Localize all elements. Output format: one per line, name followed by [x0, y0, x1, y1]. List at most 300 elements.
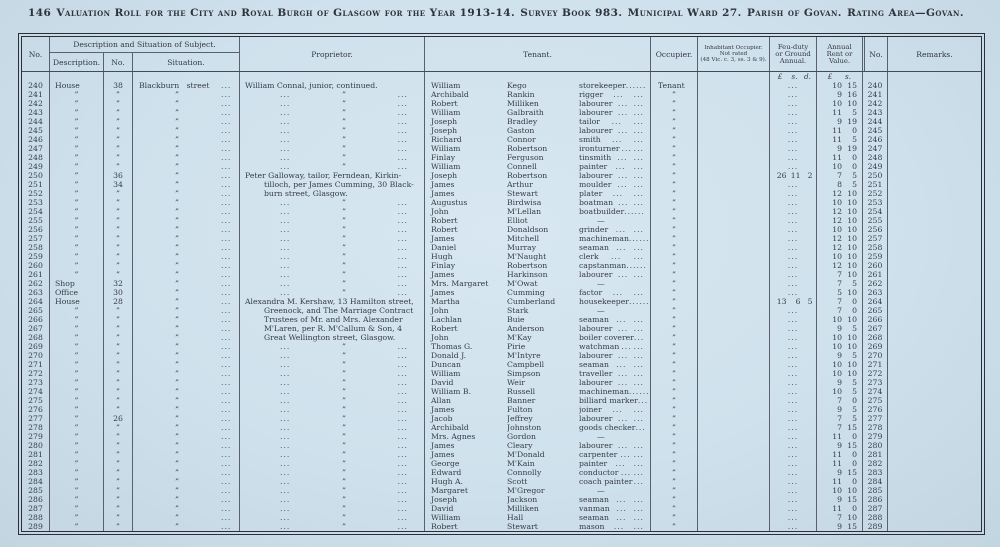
leader-dots: ...	[633, 495, 644, 504]
remarks-cell	[887, 324, 981, 333]
leader-dots: ...	[397, 423, 408, 432]
row-number-right: 286	[862, 495, 887, 504]
situation-text: ”	[175, 378, 179, 387]
annual-rent-cell	[816, 495, 862, 504]
inhabitant-occupier-cell	[697, 387, 769, 396]
tenant-occupation	[579, 225, 650, 234]
leader-dots: ...	[280, 234, 291, 243]
street-number-cell: ”	[103, 486, 132, 495]
row-number-left: 279	[28, 432, 43, 441]
row-number-right: 274	[862, 387, 887, 396]
inhabitant-occupier-cell	[697, 486, 769, 495]
situation-cell	[132, 171, 239, 180]
inhabitant-occupier-cell	[697, 189, 769, 198]
leader-dots: ...	[787, 486, 799, 495]
occupation-text: labourer	[579, 108, 613, 117]
leader-dots: ...	[221, 378, 232, 387]
leader-dots: ...	[787, 324, 799, 333]
proprietor-cell	[239, 252, 424, 261]
proprietor-cell	[239, 162, 424, 171]
table-row	[22, 126, 981, 135]
occupier-cell: ”	[650, 162, 697, 171]
street-number-cell: ”	[103, 387, 132, 396]
occupier-cell: ”	[650, 270, 697, 279]
leader-dots: ...	[633, 333, 645, 342]
ditto-mark: ”	[342, 504, 346, 513]
row-number-right: 249	[862, 162, 887, 171]
remarks-cell	[887, 261, 981, 270]
col-header-tenant: Tenant.	[424, 37, 650, 71]
leader-dots: ...	[221, 405, 232, 414]
description-cell: ”	[49, 234, 103, 243]
rent-pounds: 10	[832, 360, 842, 369]
table-row	[22, 387, 981, 396]
feu-duty-cell	[769, 486, 816, 495]
tenant-surname: Cleary	[507, 441, 533, 450]
tenant-occupation	[579, 144, 650, 153]
feu-duty-cell	[769, 288, 816, 297]
inhabitant-occupier-cell	[697, 81, 769, 90]
tenant-surname: M'Donald	[507, 450, 545, 459]
leader-dots: ...	[280, 369, 291, 378]
row-number-left: 286	[28, 495, 43, 504]
remarks-cell	[887, 486, 981, 495]
row-number-right: 270	[862, 351, 887, 360]
remarks-cell	[887, 396, 981, 405]
tenant-surname: Anderson	[507, 324, 545, 333]
leader-dots: ...	[615, 459, 626, 468]
tenant-first-name: Joseph	[431, 171, 458, 180]
leader-dots: ...	[280, 396, 291, 405]
leader-dots: ...	[636, 261, 647, 270]
rent-shillings: 5	[852, 180, 857, 189]
row-number-left: 283	[28, 468, 43, 477]
rent-shillings: 10	[847, 360, 857, 369]
proprietor-cell	[239, 504, 424, 513]
proprietor-text: burn street, Glasgow.	[239, 189, 424, 198]
row-number-right: 243	[862, 108, 887, 117]
leader-dots: ...	[397, 207, 408, 216]
tenant-occupation	[579, 153, 650, 162]
feu-duty-cell	[769, 324, 816, 333]
tenant-cell	[424, 387, 650, 396]
inhabitant-occupier-cell	[697, 432, 769, 441]
tenant-occupation	[579, 234, 650, 243]
situation-text: ”	[175, 423, 179, 432]
remarks-cell	[887, 90, 981, 99]
occupation-text: traveller	[579, 369, 613, 378]
inhabitant-occupier-cell	[697, 279, 769, 288]
table-row	[22, 459, 981, 468]
annual-rent-units	[816, 72, 862, 81]
description-cell: ”	[49, 90, 103, 99]
leader-dots: ...	[221, 216, 232, 225]
description-cell: ”	[49, 315, 103, 324]
leader-dots: ...	[280, 162, 291, 171]
inhabitant-occupier-cell	[697, 495, 769, 504]
table-row	[22, 279, 981, 288]
tenant-occupation	[579, 243, 650, 252]
inhabitant-occupier-cell	[697, 135, 769, 144]
proprietor-cell	[239, 108, 424, 117]
inhabitant-occupier-cell	[697, 315, 769, 324]
leader-dots: ...	[280, 243, 291, 252]
occupation-text: boatbuilder	[579, 207, 625, 216]
leader-dots: ...	[620, 450, 631, 459]
ditto-mark: ”	[342, 441, 346, 450]
table-row	[22, 135, 981, 144]
tenant-cell	[424, 306, 650, 315]
table-row	[22, 90, 981, 99]
situation-cell	[132, 315, 239, 324]
rent-pounds: 10	[832, 252, 842, 261]
rent-pounds: 7	[837, 270, 842, 279]
situation-cell	[132, 117, 239, 126]
tenant-first-name: Jacob	[431, 414, 453, 423]
tenant-cell	[424, 468, 650, 477]
rent-pounds: 7	[837, 513, 842, 522]
ditto-mark: ”	[342, 468, 346, 477]
feu-duty-cell	[769, 108, 816, 117]
leader-dots: ...	[633, 198, 644, 207]
row-number-right: 242	[862, 99, 887, 108]
inhabitant-occupier-cell	[697, 153, 769, 162]
proprietor-cell	[239, 198, 424, 207]
description-cell: ”	[49, 207, 103, 216]
rent-pounds: 11	[832, 126, 842, 135]
tenant-first-name: Archibald	[431, 423, 469, 432]
tenant-cell	[424, 522, 650, 531]
situation-cell	[132, 108, 239, 117]
tenant-surname: Milliken	[507, 99, 539, 108]
leader-dots: ...	[221, 144, 232, 153]
tenant-first-name: William	[431, 513, 461, 522]
table-row	[22, 234, 981, 243]
occupation-text: boatman	[579, 198, 614, 207]
remarks-cell	[887, 504, 981, 513]
occupier-cell: ”	[650, 441, 697, 450]
annual-rent-cell	[816, 108, 862, 117]
row-number-left: 270	[28, 351, 43, 360]
tenant-surname: Scott	[507, 477, 528, 486]
rent-shillings: 10	[847, 270, 857, 279]
tenant-surname: Campbell	[507, 360, 545, 369]
table-row	[22, 351, 981, 360]
leader-dots: ...	[617, 171, 629, 180]
table-row	[22, 432, 981, 441]
tenant-occupation	[579, 405, 650, 414]
leader-dots: ...	[787, 135, 799, 144]
row-number-left: 254	[28, 207, 43, 216]
tenant-surname: M'Intyre	[507, 351, 541, 360]
feu-duty-cell	[769, 351, 816, 360]
row-number-right: 255	[862, 216, 887, 225]
leader-dots: ...	[397, 162, 408, 171]
rent-shillings: 0	[852, 477, 857, 486]
occupier-cell: ”	[650, 261, 697, 270]
tenant-cell	[424, 135, 650, 144]
row-number-right: 246	[862, 135, 887, 144]
remarks-cell	[887, 216, 981, 225]
tenant-cell	[424, 207, 650, 216]
tenant-occupation	[579, 360, 650, 369]
proprietor-cell	[239, 459, 424, 468]
rent-shillings: 15	[847, 468, 857, 477]
annual-rent-cell	[816, 135, 862, 144]
leader-dots: ...	[610, 252, 622, 261]
rent-pounds: 9	[837, 468, 842, 477]
leader-dots: ...	[787, 252, 799, 261]
leader-dots: ...	[280, 351, 291, 360]
table-row	[22, 441, 981, 450]
ditto-mark: ”	[342, 387, 346, 396]
situation-cell	[132, 216, 239, 225]
tenant-cell	[424, 360, 650, 369]
leader-dots: ...	[221, 306, 232, 315]
occupation-text: boiler coverer	[579, 333, 634, 342]
annual-rent-cell	[816, 342, 862, 351]
street-number-cell: ”	[103, 477, 132, 486]
tenant-surname: Birdwisa	[507, 198, 542, 207]
table-row	[22, 324, 981, 333]
situation-text: ”	[175, 261, 179, 270]
leader-dots: ...	[397, 522, 408, 531]
annual-rent-cell	[816, 180, 862, 189]
proprietor-cell	[239, 243, 424, 252]
annual-rent-cell	[816, 387, 862, 396]
feu-duty-cell	[769, 234, 816, 243]
tenant-surname: Gaston	[507, 126, 535, 135]
leader-dots: ...	[633, 135, 644, 144]
tenant-surname: Donaldson	[507, 225, 549, 234]
street-number-cell: ”	[103, 522, 132, 531]
leader-dots: ...	[617, 324, 629, 333]
situation-text: ”	[175, 396, 179, 405]
rent-pounds: 8	[837, 180, 842, 189]
situation-text: ”	[175, 432, 179, 441]
tenant-occupation	[579, 306, 650, 315]
inhabitant-occupier-cell	[697, 369, 769, 378]
money-spacer	[239, 72, 424, 81]
leader-dots: ...	[633, 117, 644, 126]
col-header-description: Description.	[49, 53, 103, 71]
remarks-cell	[887, 189, 981, 198]
annual-rent-cell	[816, 432, 862, 441]
col-header-annual-rent	[816, 37, 862, 71]
occupation-text: moulder	[579, 180, 612, 189]
row-number-right: 275	[862, 396, 887, 405]
occupation-text: tailor	[579, 117, 600, 126]
row-number-left: 265	[28, 306, 43, 315]
feu-shillings: 6	[795, 297, 801, 306]
rating-area-label: Rating Area—Govan.	[847, 7, 964, 19]
description-cell: House	[49, 81, 103, 90]
leader-dots: ...	[633, 513, 644, 522]
tenant-occupation	[579, 351, 650, 360]
row-number-right: 283	[862, 468, 887, 477]
annual-rent-cell	[816, 243, 862, 252]
situation-text: ”	[175, 117, 179, 126]
tenant-surname: Elliot	[507, 216, 528, 225]
situation-cell	[132, 81, 239, 90]
occupation-text: labourer	[579, 99, 613, 108]
feu-pounds: 13	[776, 297, 787, 306]
ditto-mark: ”	[342, 396, 346, 405]
description-cell: ”	[49, 306, 103, 315]
table-row	[22, 405, 981, 414]
leader-dots: ...	[280, 225, 291, 234]
tenant-occupation	[579, 432, 650, 441]
occupier-cell: ”	[650, 387, 697, 396]
occupation-text: watchman	[579, 342, 620, 351]
ditto-mark: ”	[342, 117, 346, 126]
ditto-mark: ”	[342, 378, 346, 387]
leader-dots: ...	[397, 261, 408, 270]
leader-dots: ...	[221, 297, 232, 306]
inhabitant-occupier-cell	[697, 459, 769, 468]
leader-dots: ...	[633, 99, 644, 108]
row-number-left: 271	[28, 360, 43, 369]
tenant-first-name: George	[431, 459, 460, 468]
ditto-mark: ”	[342, 135, 346, 144]
occupier-cell: ”	[650, 405, 697, 414]
annual-rent-cell	[816, 126, 862, 135]
row-number-right: 251	[862, 180, 887, 189]
occupation-text: labourer	[579, 414, 613, 423]
proprietor-text: Peter Galloway, tailor, Ferndean, Kirkin-	[239, 171, 424, 180]
remarks-cell	[887, 315, 981, 324]
proprietor-cell	[239, 495, 424, 504]
annual-rent-cell	[816, 270, 862, 279]
situation-cell	[132, 405, 239, 414]
rent-pounds: 11	[832, 432, 842, 441]
rent-pounds: 12	[832, 216, 842, 225]
tenant-cell	[424, 477, 650, 486]
table-row	[22, 360, 981, 369]
leader-dots: ...	[221, 477, 232, 486]
situation-text: ”	[175, 297, 179, 306]
tenant-cell	[424, 90, 650, 99]
table-row	[22, 198, 981, 207]
inhabitant-occupier-cell	[697, 468, 769, 477]
tenant-occupation	[579, 378, 650, 387]
proprietor-cell	[239, 477, 424, 486]
table-row	[22, 99, 981, 108]
tenant-surname: M'Kay	[507, 333, 532, 342]
leader-dots: ...	[280, 513, 291, 522]
description-cell: ”	[49, 378, 103, 387]
row-number-right: 263	[862, 288, 887, 297]
rent-pounds: 10	[832, 162, 842, 171]
tenant-first-name: Thomas G.	[431, 342, 473, 351]
ditto-mark: ”	[342, 360, 346, 369]
tenant-first-name: James	[431, 189, 455, 198]
remarks-cell	[887, 234, 981, 243]
feu-duty-cell	[769, 261, 816, 270]
tenant-occupation	[579, 279, 650, 288]
tenant-occupation	[579, 387, 650, 396]
inhabitant-occupier-cell	[697, 243, 769, 252]
ditto-mark: ”	[342, 225, 346, 234]
remarks-cell	[887, 180, 981, 189]
row-number-right: 260	[862, 261, 887, 270]
leader-dots: ...	[280, 99, 291, 108]
situation-cell	[132, 441, 239, 450]
feu-duty-cell	[769, 360, 816, 369]
leader-dots: ...	[621, 342, 632, 351]
situation-text: ”	[175, 279, 179, 288]
inhabitant-occupier-cell	[697, 117, 769, 126]
occupier-cell: ”	[650, 342, 697, 351]
row-number-left: 247	[28, 144, 43, 153]
row-number-left: 281	[28, 450, 43, 459]
remarks-cell	[887, 225, 981, 234]
ditto-mark: ”	[342, 216, 346, 225]
table-row	[22, 162, 981, 171]
inhabitant-occupier-cell	[697, 180, 769, 189]
feu-duty-cell	[769, 495, 816, 504]
description-cell: ”	[49, 153, 103, 162]
leader-dots: ...	[787, 369, 799, 378]
tenant-occupation	[579, 99, 650, 108]
tenant-occupation	[579, 315, 650, 324]
street-number-cell: ”	[103, 198, 132, 207]
money-spacer	[49, 72, 103, 81]
annual-rent-cell	[816, 117, 862, 126]
situation-text: ”	[175, 351, 179, 360]
situation-text: ”	[175, 90, 179, 99]
proprietor-text: Greenock, and The Marriage Contract	[239, 306, 424, 315]
leader-dots: ...	[221, 396, 232, 405]
tenant-occupation	[579, 477, 650, 486]
ditto-mark: ”	[342, 423, 346, 432]
inhabitant-occupier-cell	[697, 234, 769, 243]
situation-cell	[132, 162, 239, 171]
annual-rent-line: Rent or	[826, 49, 853, 58]
leader-dots: ...	[611, 117, 622, 126]
leader-dots: ...	[617, 378, 629, 387]
tenant-first-name: John	[431, 333, 449, 342]
description-cell: ”	[49, 162, 103, 171]
leader-dots: ...	[280, 126, 291, 135]
rent-shillings: 10	[847, 243, 857, 252]
col-header-remarks: Remarks.	[887, 37, 981, 71]
leader-dots: ...	[221, 513, 232, 522]
situation-cell	[132, 180, 239, 189]
table-row	[22, 378, 981, 387]
inhabitant-occupier-cell	[697, 378, 769, 387]
occupation-text: seaman	[579, 315, 609, 324]
description-cell: ”	[49, 252, 103, 261]
tenant-occupation	[579, 171, 650, 180]
rent-shillings: 0	[852, 432, 857, 441]
tenant-first-name: James	[431, 441, 455, 450]
tenant-first-name: Daniel	[431, 243, 457, 252]
leader-dots: ...	[221, 189, 232, 198]
description-cell: ”	[49, 144, 103, 153]
street-number-cell: ”	[103, 450, 132, 459]
situation-text: ”	[175, 324, 179, 333]
tenant-cell	[424, 351, 650, 360]
description-cell: ”	[49, 351, 103, 360]
row-number-right: 271	[862, 360, 887, 369]
row-number-left: 261	[28, 270, 43, 279]
occupation-text: capstanman	[579, 261, 627, 270]
street-number-cell: ”	[103, 261, 132, 270]
proprietor-text: Alexandra M. Kershaw, 13 Hamilton street,	[239, 297, 424, 306]
annual-rent-cell	[816, 477, 862, 486]
leader-dots: ...	[221, 252, 232, 261]
